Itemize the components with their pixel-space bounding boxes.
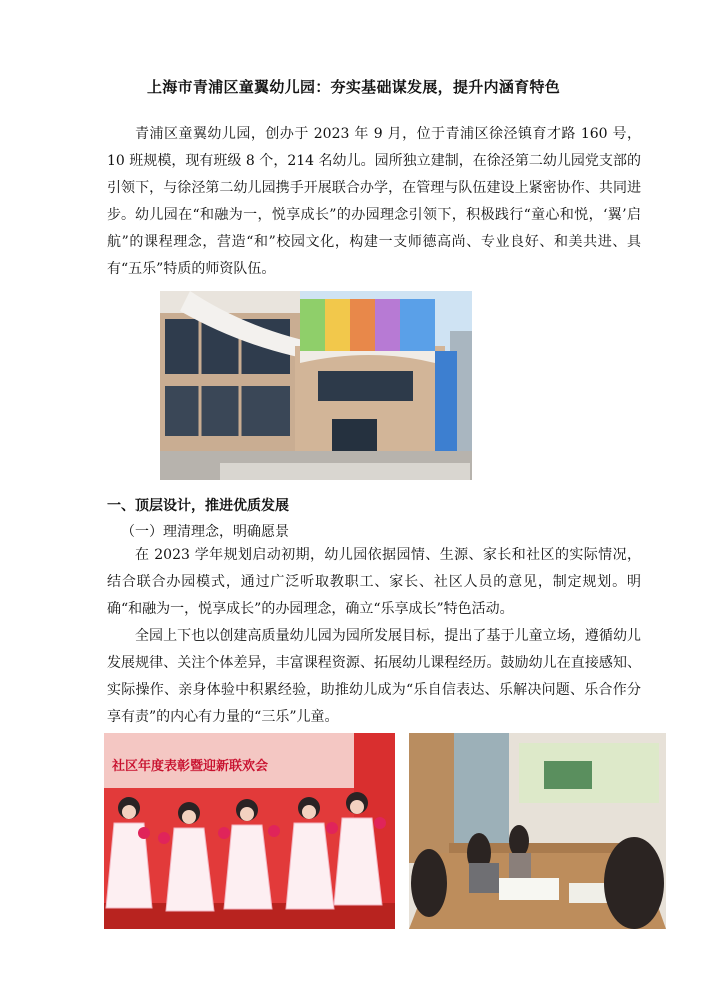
kindergarten-building-photo: [160, 291, 472, 480]
section-heading-1: 一、顶层设计，推进优质发展: [107, 498, 289, 514]
paragraph-goals: 全园上下也以创建高质量幼儿园为园所发展目标，提出了基于儿童立场，遵循幼儿发展规律、关注个体差异，丰富课程资源、拓展幼儿课程经历。鼓励幼儿在直接感知、实际操作、亲身体验中积累经验，助推幼儿成为“乐自信表达、乐解决问题、乐合作分享有责”的内心有力量的“三乐”儿童。: [107, 628, 641, 725]
paragraph-planning: 在 2023 学年规划启动初期，幼儿园依据园情、生源、家长和社区的实际情况，结合联合办园模式，通过广泛听取教职工、家长、社区人员的意见，制定规划。明确“和融为一，悦享成长”的办园理念，确立“乐享成长”特色活动。: [107, 547, 641, 617]
section-heading-1-1: （一）理清理念，明确愿景: [121, 524, 289, 540]
children-performance-photo: [104, 733, 395, 929]
teachers-meeting-photo: [409, 733, 666, 929]
document-title: 上海市青浦区童翼幼儿园：夯实基础谋发展，提升内涵育特色: [146, 78, 561, 96]
paragraph-philosophy: 幼儿园在“和融为一，悦享成长”的办园理念引领下，积极践行“童心和悦，‘翼’启航”的课程理念，营造“和”校园文化，构建一支师德高尚、专业良好、和美共进、具有“五乐”特质的师资队伍。: [107, 207, 641, 277]
paragraph-intro: 青浦区童翼幼儿园，创办于 2023 年 9 月，位于青浦区徐泾镇育才路 160 号，10 班规模，现有班级 8 个，214 名幼儿。园所独立建制，在徐泾第二幼儿园党支部的引领下，与徐泾第二幼儿园携手开展联合办学，在管理与队伍建设上紧密协作、共同进步。: [107, 126, 641, 223]
stage-banner-text: 社区年度表彰暨迎新联欢会: [112, 759, 269, 774]
